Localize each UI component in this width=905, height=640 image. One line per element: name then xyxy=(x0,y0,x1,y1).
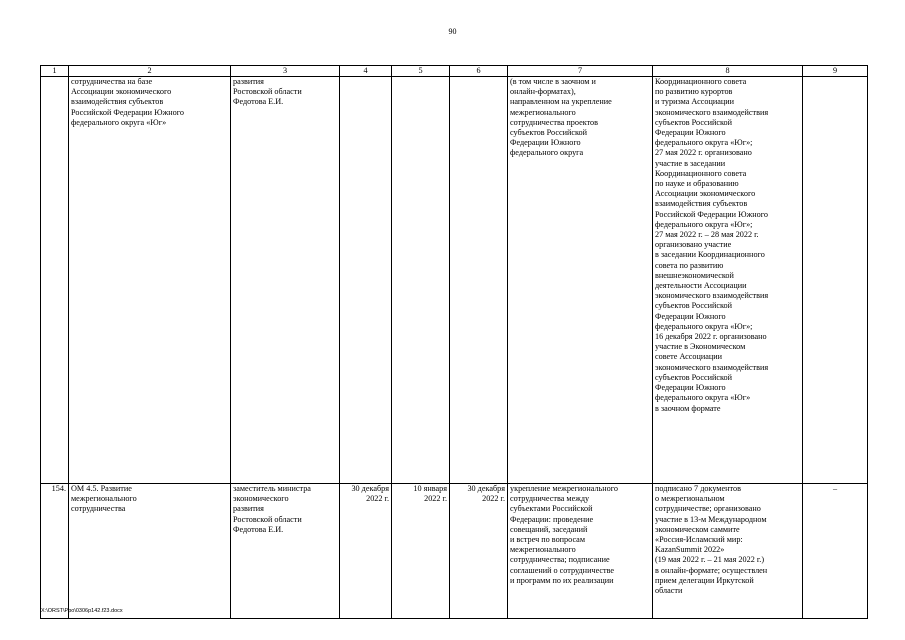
text-line: ОМ 4.5. Развитие xyxy=(71,484,132,493)
text-line: и туризма Ассоциации xyxy=(655,97,735,107)
text-line: в онлайн-формате; осуществлен xyxy=(655,565,768,575)
text-line: взаимодействия субъектов xyxy=(655,199,748,209)
report-table xyxy=(40,65,868,619)
text-line: совета по развитию xyxy=(655,260,724,270)
text-line: области xyxy=(655,586,683,596)
text-line: субъектов Российской xyxy=(655,372,733,382)
cell-note xyxy=(803,77,868,484)
text-line: федерального округа «Юг» xyxy=(71,117,167,127)
text-line: о межрегиональном xyxy=(655,494,725,504)
cell-responsible xyxy=(231,484,340,619)
text-line: субъектами Российской xyxy=(510,504,593,514)
text-line: 2022 г. xyxy=(482,494,505,504)
text-line: в заседании Координационного xyxy=(655,250,765,260)
text-line: Ассоциации экономического xyxy=(655,189,756,199)
text-line: взаимодействия субъектов xyxy=(71,97,164,107)
text-line: 27 мая 2022 г. – 28 мая 2022 г. xyxy=(655,230,759,240)
text-line: Ростовской области xyxy=(233,87,302,97)
cell-event-name xyxy=(69,484,231,619)
cell-end-date xyxy=(450,484,508,619)
text-line: (в том числе в заочном и xyxy=(510,77,596,86)
table-row-154 xyxy=(41,484,868,619)
header-col-5: 5 xyxy=(392,66,450,77)
text-line: федерального округа «Юг»; xyxy=(655,219,753,229)
text-line: экономического взаимодействия xyxy=(655,107,769,117)
text-line: Федерации: проведение xyxy=(510,514,594,524)
text-line: Координационного совета xyxy=(655,168,747,178)
text-line: Ассоциации экономического xyxy=(71,87,172,97)
cell-note: – xyxy=(803,484,868,619)
text-line: участие в 13-м Международном xyxy=(655,514,767,524)
header-col-3: 3 xyxy=(231,66,340,77)
text-line: сотрудничества; подписание xyxy=(510,555,610,565)
text-line: (19 мая 2022 г. – 21 мая 2022 г.) xyxy=(655,555,765,565)
text-line: федерального округа «Юг»; xyxy=(655,138,753,148)
text-line: направленном на укрепление xyxy=(510,97,612,107)
text-line: 27 мая 2022 г. организовано xyxy=(655,148,752,158)
header-col-1: 1 xyxy=(41,66,69,77)
text-line: Федерации Южного xyxy=(655,128,726,138)
text-line: Российской Федерации Южного xyxy=(71,107,185,117)
file-path-footer: X:\ORST\Ppo\0306p142.f23.docx xyxy=(41,608,123,614)
header-col-2: 2 xyxy=(69,66,231,77)
text-line: сотрудничества между xyxy=(510,494,590,504)
text-line: федерального округа «Юг»; xyxy=(655,321,753,331)
text-line: Федерации Южного xyxy=(655,383,726,393)
text-line: федерального округа xyxy=(510,148,584,158)
text-line: совете Ассоциации xyxy=(655,352,723,362)
text-line: Федерации Южного xyxy=(510,138,581,148)
text-line: Координационного совета xyxy=(655,77,747,86)
text-line: организовано участие xyxy=(655,240,732,250)
text-line: и программ по их реализации xyxy=(510,575,614,585)
header-row xyxy=(41,66,868,77)
text-line: сотрудничестве; организовано xyxy=(655,504,761,514)
cell-expected-result xyxy=(508,484,653,619)
text-line: внешнеэкономической xyxy=(655,270,734,280)
text-line: KazanSummit 2022» xyxy=(655,545,725,555)
text-line: межрегионального xyxy=(510,107,576,117)
text-line: сотрудничества проектов xyxy=(510,117,598,127)
text-line: 30 декабря xyxy=(467,484,505,493)
cell-actual-result xyxy=(653,77,803,484)
text-line: Ростовской области xyxy=(233,514,302,524)
text-line: участие в Экономическом xyxy=(655,342,746,352)
text-line: экономического взаимодействия xyxy=(655,362,769,372)
text-line: развития xyxy=(233,504,264,514)
cell-expected-result xyxy=(508,77,653,484)
text-line: экономического xyxy=(233,494,289,504)
text-line: экономического взаимодействия xyxy=(655,291,769,301)
header-col-4: 4 xyxy=(340,66,392,77)
text-line: укрепление межрегионального xyxy=(510,484,619,493)
cell-start-date xyxy=(392,484,450,619)
text-line: субъектов Российской xyxy=(510,128,588,138)
text-line: субъектов Российской xyxy=(655,117,733,127)
text-line: 16 декабря 2022 г. организовано xyxy=(655,332,767,342)
cell-plan-date xyxy=(340,77,392,484)
text-line: в заочном формате xyxy=(655,403,721,413)
text-line: прием делегации Иркутской xyxy=(655,575,754,585)
cell-event-name xyxy=(69,77,231,484)
cell-plan-date xyxy=(340,484,392,619)
text-line: Федерации Южного xyxy=(655,311,726,321)
text-line: сотрудничества на базе xyxy=(71,77,153,86)
cell-number xyxy=(41,77,69,484)
text-line: онлайн-форматах), xyxy=(510,87,576,97)
text-line: совещаний, заседаний xyxy=(510,524,588,534)
page-number: 90 xyxy=(448,27,457,36)
text-line: 2022 г. xyxy=(366,494,389,504)
text-line: экономическом саммите xyxy=(655,524,740,534)
header-col-6: 6 xyxy=(450,66,508,77)
text-line: межрегионального xyxy=(510,545,576,555)
text-line: субъектов Российской xyxy=(655,301,733,311)
text-line: по развитию курортов xyxy=(655,87,733,97)
cell-number: 154. xyxy=(41,484,69,619)
text-line: 2022 г. xyxy=(424,494,447,504)
header-col-7: 7 xyxy=(508,66,653,77)
text-line: Федотова Е.И. xyxy=(233,97,284,107)
cell-end-date xyxy=(450,77,508,484)
text-line: федерального округа «Юг» xyxy=(655,393,751,403)
text-line: соглашений о сотрудничестве xyxy=(510,565,615,575)
cell-responsible xyxy=(231,77,340,484)
text-line: «Россия-Исламский мир: xyxy=(655,535,743,545)
text-line: заместитель министра xyxy=(233,484,311,493)
text-line: Российской Федерации Южного xyxy=(655,209,769,219)
text-line: сотрудничества xyxy=(71,504,126,514)
text-line: подписано 7 документов xyxy=(655,484,741,493)
text-line: деятельности Ассоциации xyxy=(655,281,747,291)
header-col-8: 8 xyxy=(653,66,803,77)
cell-start-date xyxy=(392,77,450,484)
table-row-continued xyxy=(41,77,868,484)
text-line: и встреч по вопросам xyxy=(510,535,585,545)
text-line: 10 января xyxy=(413,484,447,493)
text-line: межрегионального xyxy=(71,494,137,504)
text-line: участие в заседании xyxy=(655,158,726,168)
header-col-9: 9 xyxy=(803,66,868,77)
text-line: Федотова Е.И. xyxy=(233,524,284,534)
text-line: 30 декабря xyxy=(351,484,389,493)
text-line: развития xyxy=(233,77,264,86)
text-line: по науке и образованию xyxy=(655,179,739,189)
cell-actual-result xyxy=(653,484,803,619)
